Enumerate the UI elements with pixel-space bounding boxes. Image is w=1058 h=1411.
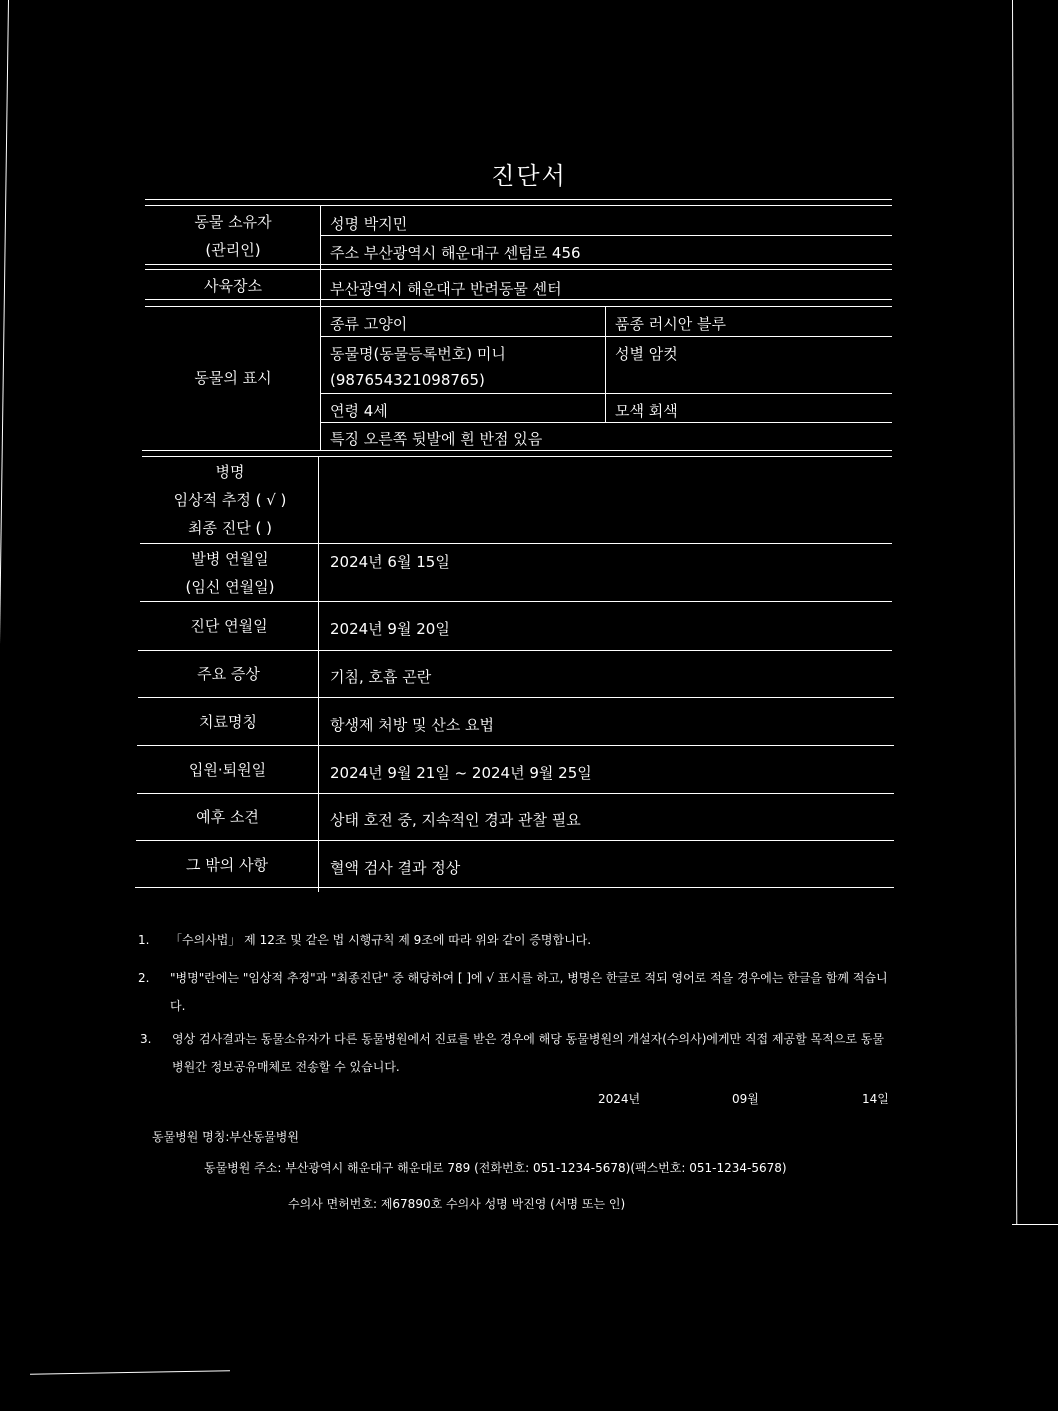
animal-breed: 품종 러시안 블루 xyxy=(615,315,726,333)
page-title: 진단서 xyxy=(491,162,567,190)
symptoms-label: 주요 증상 xyxy=(197,665,260,683)
animal-name-reg: 동물명(동물등록번호) 미니 xyxy=(330,345,506,363)
table-divider xyxy=(320,205,321,451)
symptoms-value: 기침, 호흡 곤란 xyxy=(330,668,432,686)
paper-edge-bottom-right xyxy=(1012,1224,1058,1225)
diagnosis-date-label: 진단 연월일 xyxy=(190,617,268,635)
table-rule xyxy=(320,393,892,394)
table-rule xyxy=(145,269,892,270)
animal-feature: 특징 오른쪽 뒷발에 흰 반점 있음 xyxy=(330,430,543,448)
disease-label: 병명 임상적 추정 ( √ ) 최종 진단 ( ) xyxy=(173,463,287,537)
date-month: 09월 xyxy=(732,1092,759,1106)
table-divider xyxy=(318,456,319,892)
owner-name: 성명 박지민 xyxy=(330,215,408,233)
table-rule xyxy=(138,697,894,698)
table-rule xyxy=(135,887,894,888)
diagnosis-date-value: 2024년 9월 20일 xyxy=(330,620,450,638)
table-rule xyxy=(142,456,892,457)
onset-label: 발병 연월일 (임신 연월일) xyxy=(185,550,275,596)
hospital-name: 동물병원 명칭:부산동물병원 xyxy=(152,1130,299,1144)
animal-color: 모색 회색 xyxy=(615,402,678,420)
table-rule xyxy=(145,306,892,307)
note-3: 3. 영상 검사결과는 동물소유자가 다른 동물병원에서 진료를 받은 경우에 해당 동물병원의 개설자(수의사)에게만 직접 제공할 목적으로 동물병원간 정보공유매체로 전송할 수 있습니다. xyxy=(140,1032,884,1074)
table-rule xyxy=(137,793,894,794)
table-rule xyxy=(145,264,892,265)
hospitalization-value: 2024년 9월 21일 ~ 2024년 9월 25일 xyxy=(330,764,592,782)
prognosis-value: 상태 호전 중, 지속적인 경과 관찰 필요 xyxy=(330,811,581,829)
table-rule xyxy=(138,650,892,651)
onset-value: 2024년 6월 15일 xyxy=(330,553,450,571)
hospital-address: 동물병원 주소: 부산광역시 해운대구 해운대로 789 (전화번호: 051-1234-5678)(팩스번호: 051-1234-5678) xyxy=(204,1161,787,1175)
table-rule xyxy=(320,235,892,236)
hospitalization-label: 입원·퇴원일 xyxy=(188,761,267,779)
owner-address: 주소 부산광역시 해운대구 센텀로 456 xyxy=(330,244,581,262)
paper-edge-left xyxy=(0,0,9,1370)
table-rule xyxy=(137,745,894,746)
table-rule xyxy=(140,543,892,544)
table-rule xyxy=(142,450,892,451)
animal-label: 동물의 표시 xyxy=(194,369,272,387)
prognosis-label: 예후 소견 xyxy=(196,808,259,826)
table-rule xyxy=(136,840,894,841)
animal-age: 연령 4세 xyxy=(330,402,388,420)
other-value: 혈액 검사 결과 정상 xyxy=(330,859,461,877)
owner-label: 동물 소유자 (관리인) xyxy=(194,213,272,259)
office-value: 부산광역시 해운대구 반려동물 센터 xyxy=(330,280,562,298)
animal-sex: 성별 암컷 xyxy=(615,345,678,363)
treatment-value: 항생제 처방 및 산소 요법 xyxy=(330,716,494,734)
date-day: 14일 xyxy=(862,1092,889,1106)
paper-edge-bottom-left xyxy=(30,1370,230,1374)
animal-species: 종류 고양이 xyxy=(330,315,408,333)
table-rule xyxy=(320,336,892,337)
table-rule xyxy=(320,422,892,423)
other-label: 그 밖의 사항 xyxy=(186,856,268,874)
table-rule xyxy=(140,601,892,602)
treatment-label: 치료명칭 xyxy=(199,713,257,731)
animal-reg-number: (987654321098765) xyxy=(330,371,485,389)
vet-license: 수의사 면허번호: 제67890호 수의사 성명 박진영 (서명 또는 인) xyxy=(288,1197,626,1211)
table-rule xyxy=(145,199,892,200)
table-divider xyxy=(605,306,606,422)
note-2: 2. "병명"란에는 "임상적 추정"과 "최종진단" 중 해당하여 [ ]에 √ 표시를 하고, 병명은 한글로 적되 영어로 적을 경우에는 한글을 함께 적습니다. xyxy=(138,971,888,1013)
table-rule xyxy=(145,205,892,206)
date-year: 2024년 xyxy=(598,1092,641,1106)
office-label: 사육장소 xyxy=(204,277,262,295)
